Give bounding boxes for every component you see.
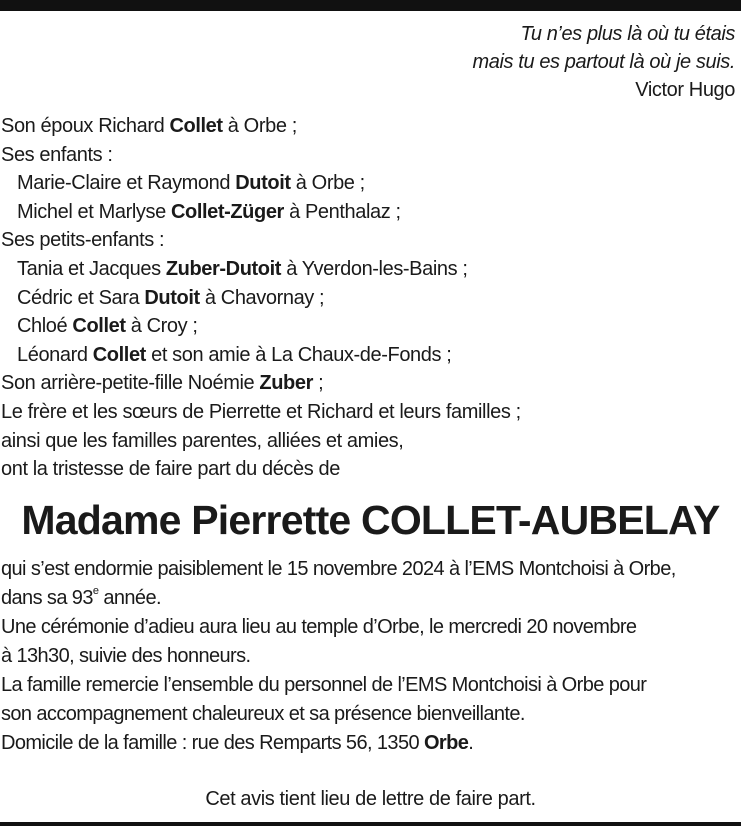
great-grandchild-suffix: ;: [312, 372, 324, 395]
age-ordinal: e: [92, 585, 99, 597]
epigraph-quote: [473, 20, 736, 104]
child-surname: Collet-Züger: [170, 200, 284, 223]
grandchild-prefix: Chloé: [17, 315, 73, 338]
spouse-prefix: Son époux Richard: [1, 115, 170, 137]
grandchild-prefix: Léonard: [17, 343, 93, 366]
bottom-border-rule: [0, 822, 741, 826]
grandchild-line: [1, 312, 739, 341]
age-suffix: année.: [98, 587, 161, 609]
grandchild-line: [1, 255, 739, 284]
great-grandchild-surname: Zuber: [259, 372, 313, 395]
age-prefix: dans sa 93: [1, 587, 93, 609]
grandchild-line: [1, 341, 739, 370]
domicile-city: Orbe: [423, 732, 469, 754]
quote-line-2: mais tu es partout là où je suis.: [472, 51, 735, 73]
grandchildren-heading: Ses petits-enfants :: [1, 229, 165, 252]
grandchild-surname: Dutoit: [144, 286, 200, 309]
grandchild-line: [1, 284, 739, 313]
child-surname: Dutoit: [235, 172, 291, 195]
great-grandchild-line: [1, 369, 739, 398]
spouse-surname: Collet: [169, 115, 223, 137]
top-border-rule: [0, 0, 741, 11]
thanks-line-2: son accompagnement chaleureux et sa présence bienveillante.: [1, 703, 525, 725]
thanks-line-1: La famille remercie l’ensemble du personnel de l’EMS Montchoisi à Orbe pour: [1, 674, 647, 696]
child-suffix: à Orbe ;: [290, 172, 365, 195]
grandchild-suffix: à Chavornay ;: [199, 286, 325, 309]
spouse-line: [1, 112, 739, 141]
domicile-line: [1, 729, 741, 758]
relatives-line: ainsi que les familles parentes, alliées et amies,: [1, 429, 404, 452]
domicile-address: Domicile de la famille : rue des Remparts 56, 1350: [1, 732, 424, 754]
grandchild-suffix: et son amie à La Chaux-de-Fonds ;: [145, 343, 452, 366]
family-list: [1, 112, 739, 484]
grandchild-surname: Collet: [72, 315, 126, 338]
child-prefix: Marie-Claire et Raymond: [17, 172, 236, 195]
domicile-suffix: .: [468, 732, 474, 754]
quote-line-1: Tu n’es plus là où tu étais: [520, 23, 735, 45]
child-prefix: Michel et Marlyse: [17, 200, 171, 223]
grandchild-prefix: Cédric et Sara: [17, 286, 145, 309]
ceremony-line-1: Une cérémonie d’adieu aura lieu au temple d’Orbe, le mercredi 20 novembre: [1, 616, 637, 638]
announcement-line: ont la tristesse de faire part du décès de: [1, 458, 340, 481]
child-line: [1, 198, 739, 227]
child-line: [1, 169, 739, 198]
grandchild-prefix: Tania et Jacques: [17, 257, 166, 280]
children-heading: Ses enfants :: [1, 143, 113, 166]
passing-line: qui s’est endormie paisiblement le 15 novembre 2024 à l’EMS Montchoisi à Orbe,: [1, 558, 676, 580]
ceremony-line-2: à 13h30, suivie des honneurs.: [1, 645, 251, 667]
deceased-name: Madame Pierrette COLLET-AUBELAY: [21, 497, 720, 543]
grandchild-suffix: à Yverdon-les-Bains ;: [281, 257, 468, 280]
quote-author: Victor Hugo: [635, 79, 735, 101]
child-suffix: à Penthalaz ;: [283, 200, 401, 223]
death-details: [1, 555, 741, 758]
spouse-suffix: à Orbe ;: [222, 115, 297, 137]
footer-note: Cet avis tient lieu de lettre de faire part.: [205, 788, 536, 810]
age-line: [1, 584, 741, 613]
siblings-line: Le frère et les sœurs de Pierrette et Richard et leurs familles ;: [1, 400, 521, 423]
grandchild-suffix: à Croy ;: [125, 315, 198, 338]
grandchild-surname: Zuber-Dutoit: [165, 257, 282, 280]
grandchild-surname: Collet: [92, 343, 146, 366]
great-grandchild-prefix: Son arrière-petite-fille Noémie: [1, 372, 260, 395]
